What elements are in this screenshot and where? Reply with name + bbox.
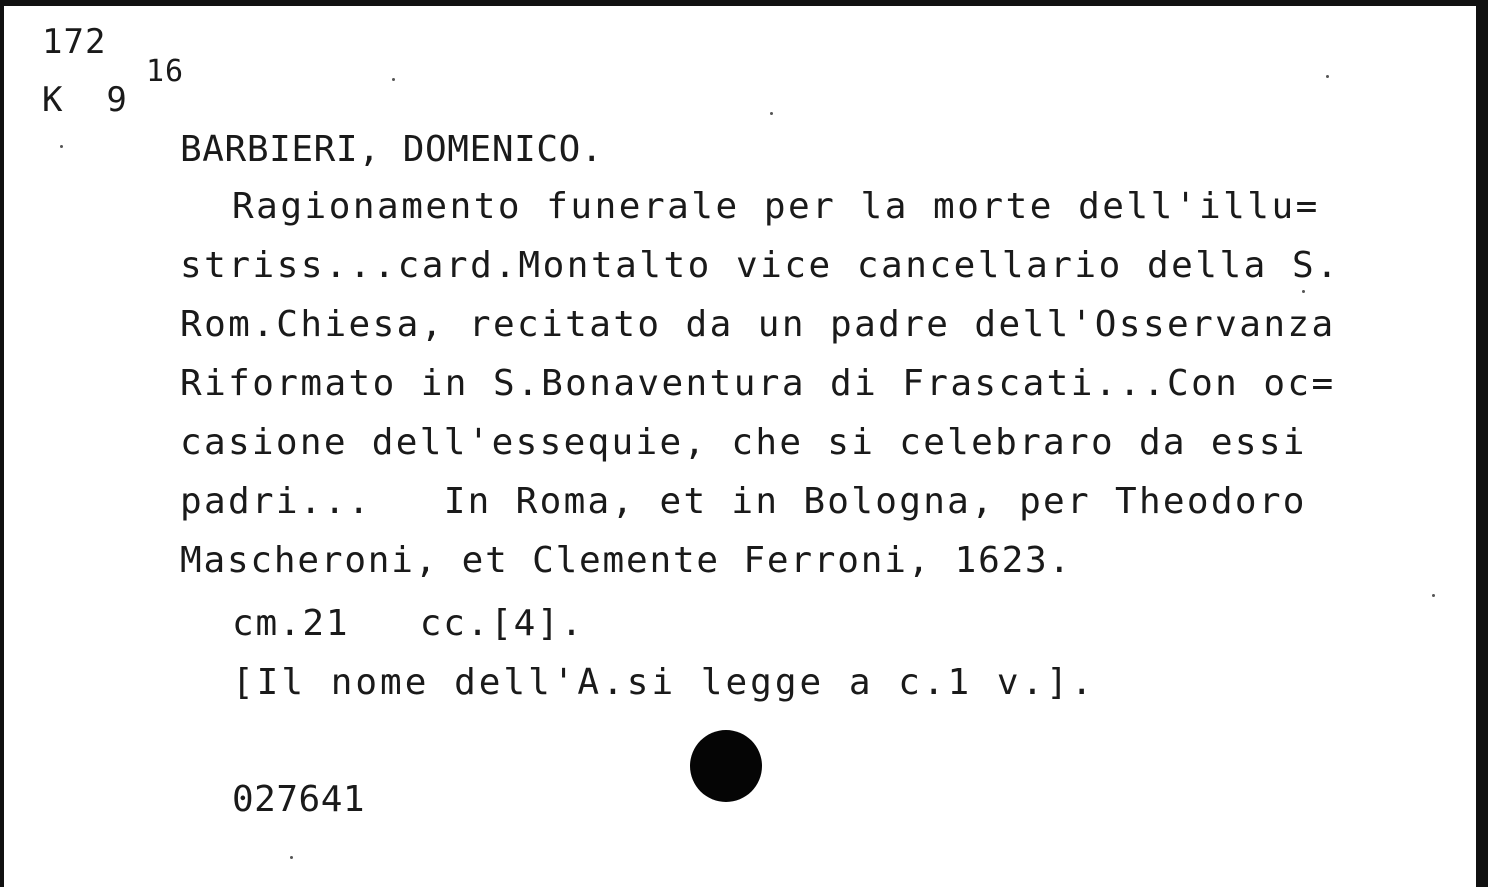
card-edge-right bbox=[1476, 0, 1488, 887]
call-number-line2: K 9 bbox=[42, 80, 128, 120]
speck bbox=[60, 145, 63, 148]
call-number-line1: 172 bbox=[42, 22, 107, 62]
record-number: 027641 bbox=[232, 779, 366, 820]
card-edge-left bbox=[0, 0, 4, 887]
body-line-6: padri... In Roma, et in Bologna, per Theodoro bbox=[180, 481, 1307, 522]
speck bbox=[392, 78, 395, 81]
punch-hole bbox=[690, 730, 762, 802]
body-line-5: casione dell'essequie, che si celebraro da essi bbox=[180, 422, 1307, 463]
speck bbox=[770, 112, 773, 115]
body-line-2: striss...card.Montalto vice cancellario della S. bbox=[180, 245, 1341, 286]
call-number-superscript: 16 bbox=[146, 54, 185, 89]
physical-description: cm.21 cc.[4]. bbox=[232, 603, 585, 644]
body-line-1: Ragionamento funerale per la morte dell'illu= bbox=[232, 186, 1320, 227]
card-note: [Il nome dell'A.si legge a c.1 v.]. bbox=[232, 662, 1096, 703]
card-heading: BARBIERI, DOMENICO. bbox=[180, 129, 604, 170]
body-line-3: Rom.Chiesa, recitato da un padre dell'Osservanza bbox=[180, 304, 1336, 345]
body-line-4: Riformato in S.Bonaventura di Frascati...Con oc= bbox=[180, 363, 1336, 404]
speck bbox=[1432, 594, 1435, 597]
speck bbox=[1302, 290, 1305, 293]
speck bbox=[290, 856, 293, 859]
speck bbox=[1326, 75, 1329, 78]
card-edge-top bbox=[0, 0, 1488, 6]
body-line-7: Mascheroni, et Clemente Ferroni, 1623. bbox=[180, 540, 1073, 581]
